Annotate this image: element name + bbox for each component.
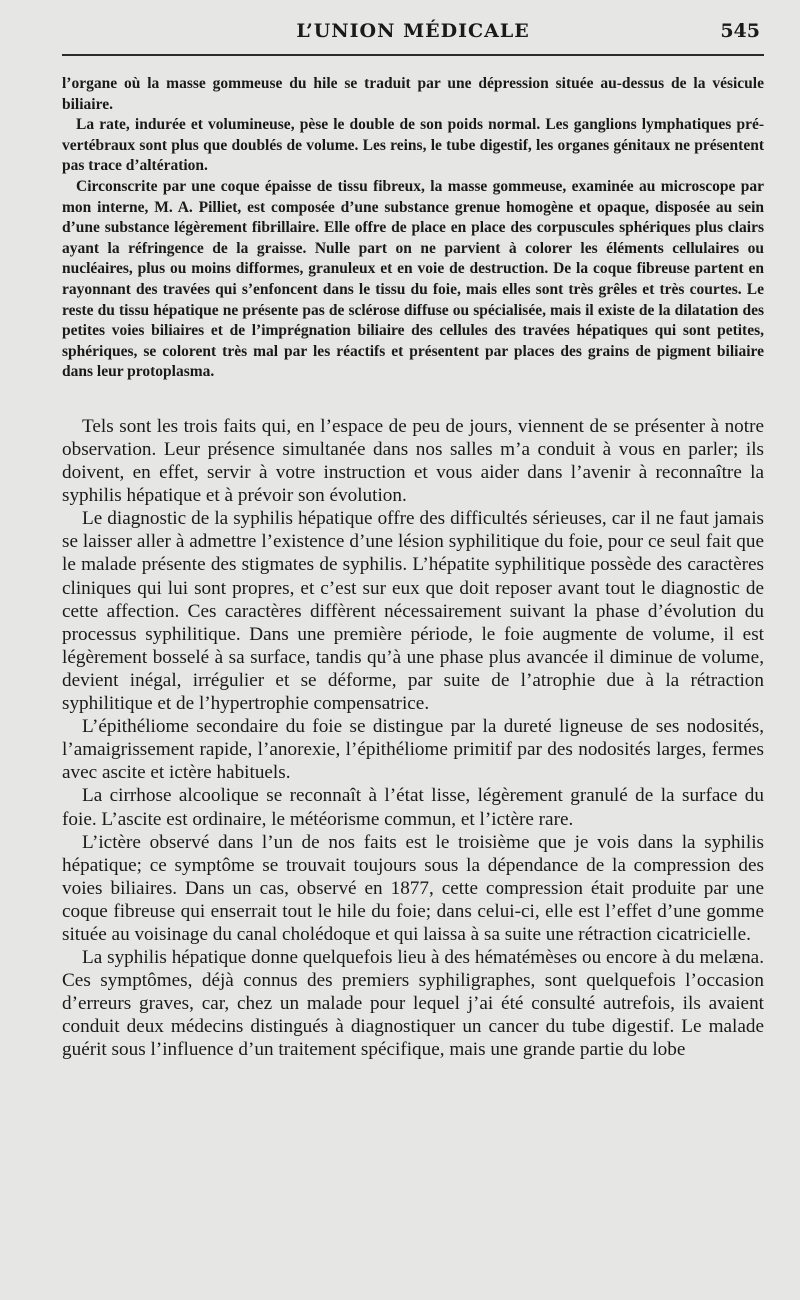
running-title: L’UNION MÉDICALE [296,20,530,42]
paragraph: Circonscrite par une coque épaisse de tissu fibreux, la masse gommeuse, examinée au microscope par mon interne, M. A. Pilliet, est composée d’une substance grenue homogène et opaque, disposée au sein d’une substance légèrement fibrillaire. Elle offre de place en place des corpuscules sphériques plus clairs ayant la réfringence de la graisse. Nulle part on ne parvient à colorer les éléments cellulaires ou nucléaires, plus ou moins difformes, granuleux et en voie de destruction. De la coque fibreuse partent en rayonnant des travées qui s’enfoncent dans le tissu du foie, mais elles sont très grêles et très courtes. Le reste du tissu hépatique ne présente pas de sclérose diffuse ou spécialisée, mais il existe de la dilatation des petites voies biliaires et de l’imprégnation biliaire des cellules des travées hépatiques qui sont petites, sphériques, se colorent très mal par les réactifs et présentent par places des grains de pigment biliaire dans leur protoplasma. [62,177,764,381]
paragraph: l’organe où la masse gommeuse du hile se traduit par une dépression située au-dessus de la vésicule biliaire. [62,75,764,113]
paragraph: Tels sont les trois faits qui, en l’espace de peu de jours, viennent de se présenter à notre observation. Leur présence simultanée dans nos salles m’a conduit à vous en parler; ils doivent, en effet, servir à votre instruction et vous aider dans l’avenir à reconnaître la syphilis hépatique et à prévoir son évolution. [62,415,764,507]
paragraph: L’épithéliome secondaire du foie se distingue par la dureté ligneuse de ses nodosités, l’amaigrissement rapide, l’anorexie, l’épithéliome primitif par des nodosités larges, fermes avec ascite et ictère habituels. [62,716,764,784]
paragraph: L’ictère observé dans l’un de nos faits est le troisième que je vois dans la syphilis hépatique; ce symptôme se trouvait toujours sous la dépendance de la compression des voies biliaires. Dans un cas, observé en 1877, cette compression était produite par une coque fibreuse qui enserrait tout le hile du foie; dans celui-ci, elle est l’effet d’une gomme située au voisinage du canal cholédoque et qui laissa à sa suite une rétraction cicatricielle. [62,831,764,945]
observation-text [62,74,764,383]
paragraph: Le diagnostic de la syphilis hépatique offre des difficultés sérieuses, car il ne faut jamais se laisser aller à admettre l’existence d’une lésion syphilitique du foie, pour ce seul fait que le malade présente des stigmates de syphilis. L’hépatite syphilitique possède des caractères cliniques qui lui sont propres, et c’est sur eux que doit reposer avant tout le diagnostic de cette affection. Ces caractères diffèrent nécessairement suivant la phase d’évolution du processus syphilitique. Dans une première période, le foie augmente de volume, il est légèrement bosselé à sa surface, tandis qu’à une phase plus avancée il diminue de volume, devient inégal, irrégulier et se déforme, par suite de l’atrophie due à la rétraction syphilitique et de l’hypertrophie compensatrice. [62,508,764,715]
commentary-text [62,415,764,1062]
paragraph: La rate, indurée et volumineuse, pèse le double de son poids normal. Les ganglions lymphatiques pré-vertébraux sont plus que doublés de volume. Les reins, le tube digestif, les organes génitaux ne présentent pas trace d’altération. [62,116,764,175]
paragraph: La syphilis hépatique donne quelquefois lieu à des hématémèses ou encore à du melæna. Ces symptômes, déjà connus des premiers syphiligraphes, sont quelquefois l’occasion d’erreurs graves, car, chez un malade pour lequel j’ai été consulté autrefois, ils avaient conduit deux médecins distingués à diagnostiquer un cancer du tube digestif. Le malade guérit sous l’influence d’un traitement spécifique, mais une grande partie du lobe [62,947,764,1061]
paragraph: La cirrhose alcoolique se reconnaît à l’état lisse, légèrement granulé de la surface du foie. L’ascite est ordinaire, le météorisme commun, et l’ictère rare. [62,785,764,830]
page-header [62,18,764,56]
page-number: 545 [720,20,760,42]
